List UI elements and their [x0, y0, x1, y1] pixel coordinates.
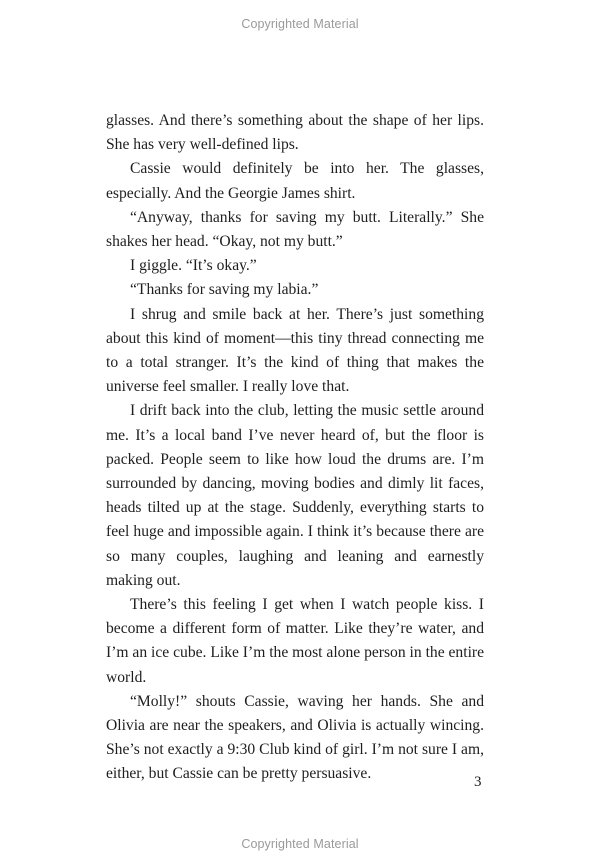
page-number: 3 [474, 774, 482, 790]
paragraph-5: “Thanks for saving my labia.” [130, 281, 319, 299]
paragraph-6: I shrug and smile back at her. There’s just something about this kind of moment—this tiny thread connecting me to a total stranger. It’s the kind of thing that makes the universe feel smaller. I really love that. [106, 305, 484, 396]
copyright-watermark-top: Copyrighted Material [241, 17, 359, 31]
paragraph-8: There’s this feeling I get when I watch people kiss. I become a different form of matter. Like they’re water, and I’m an ice cube. Like I’m the most alone person in the entire world. [106, 596, 485, 686]
page-body-text [106, 109, 484, 787]
paragraph-7: I drift back into the club, letting the music settle around me. It’s a local band I’ve never heard of, but the floor is packed. People seem to like how loud the drums are. I’m surrounded by dancing, moving bodies and dimly lit faces, heads tilted up at the stage. Suddenly, everything starts to feel huge and impossible again. I think it’s because there are so many couples, laughing and leaning and earnestly making out. [106, 402, 484, 589]
copyright-watermark-bottom: Copyrighted Material [241, 837, 359, 851]
paragraph-2: Cassie would definitely be into her. The glasses, especially. And the Georgie James shirt. [106, 160, 484, 202]
paragraph-4: I giggle. “It’s okay.” [130, 257, 257, 275]
paragraph-1: glasses. And there’s something about the shape of her lips. She has very well-defined lips. [106, 112, 484, 154]
paragraph-9: “Molly!” shouts Cassie, waving her hands. She and Olivia are near the speakers, and Olivia is actually wincing. She’s not exactly a 9:30 Club kind of girl. I’m not sure I am, either, but Cassie can be pretty persuasive. [106, 692, 484, 783]
paragraph-3: “Anyway, thanks for saving my butt. Literally.” She shakes her head. “Okay, not my butt.” [106, 208, 484, 251]
